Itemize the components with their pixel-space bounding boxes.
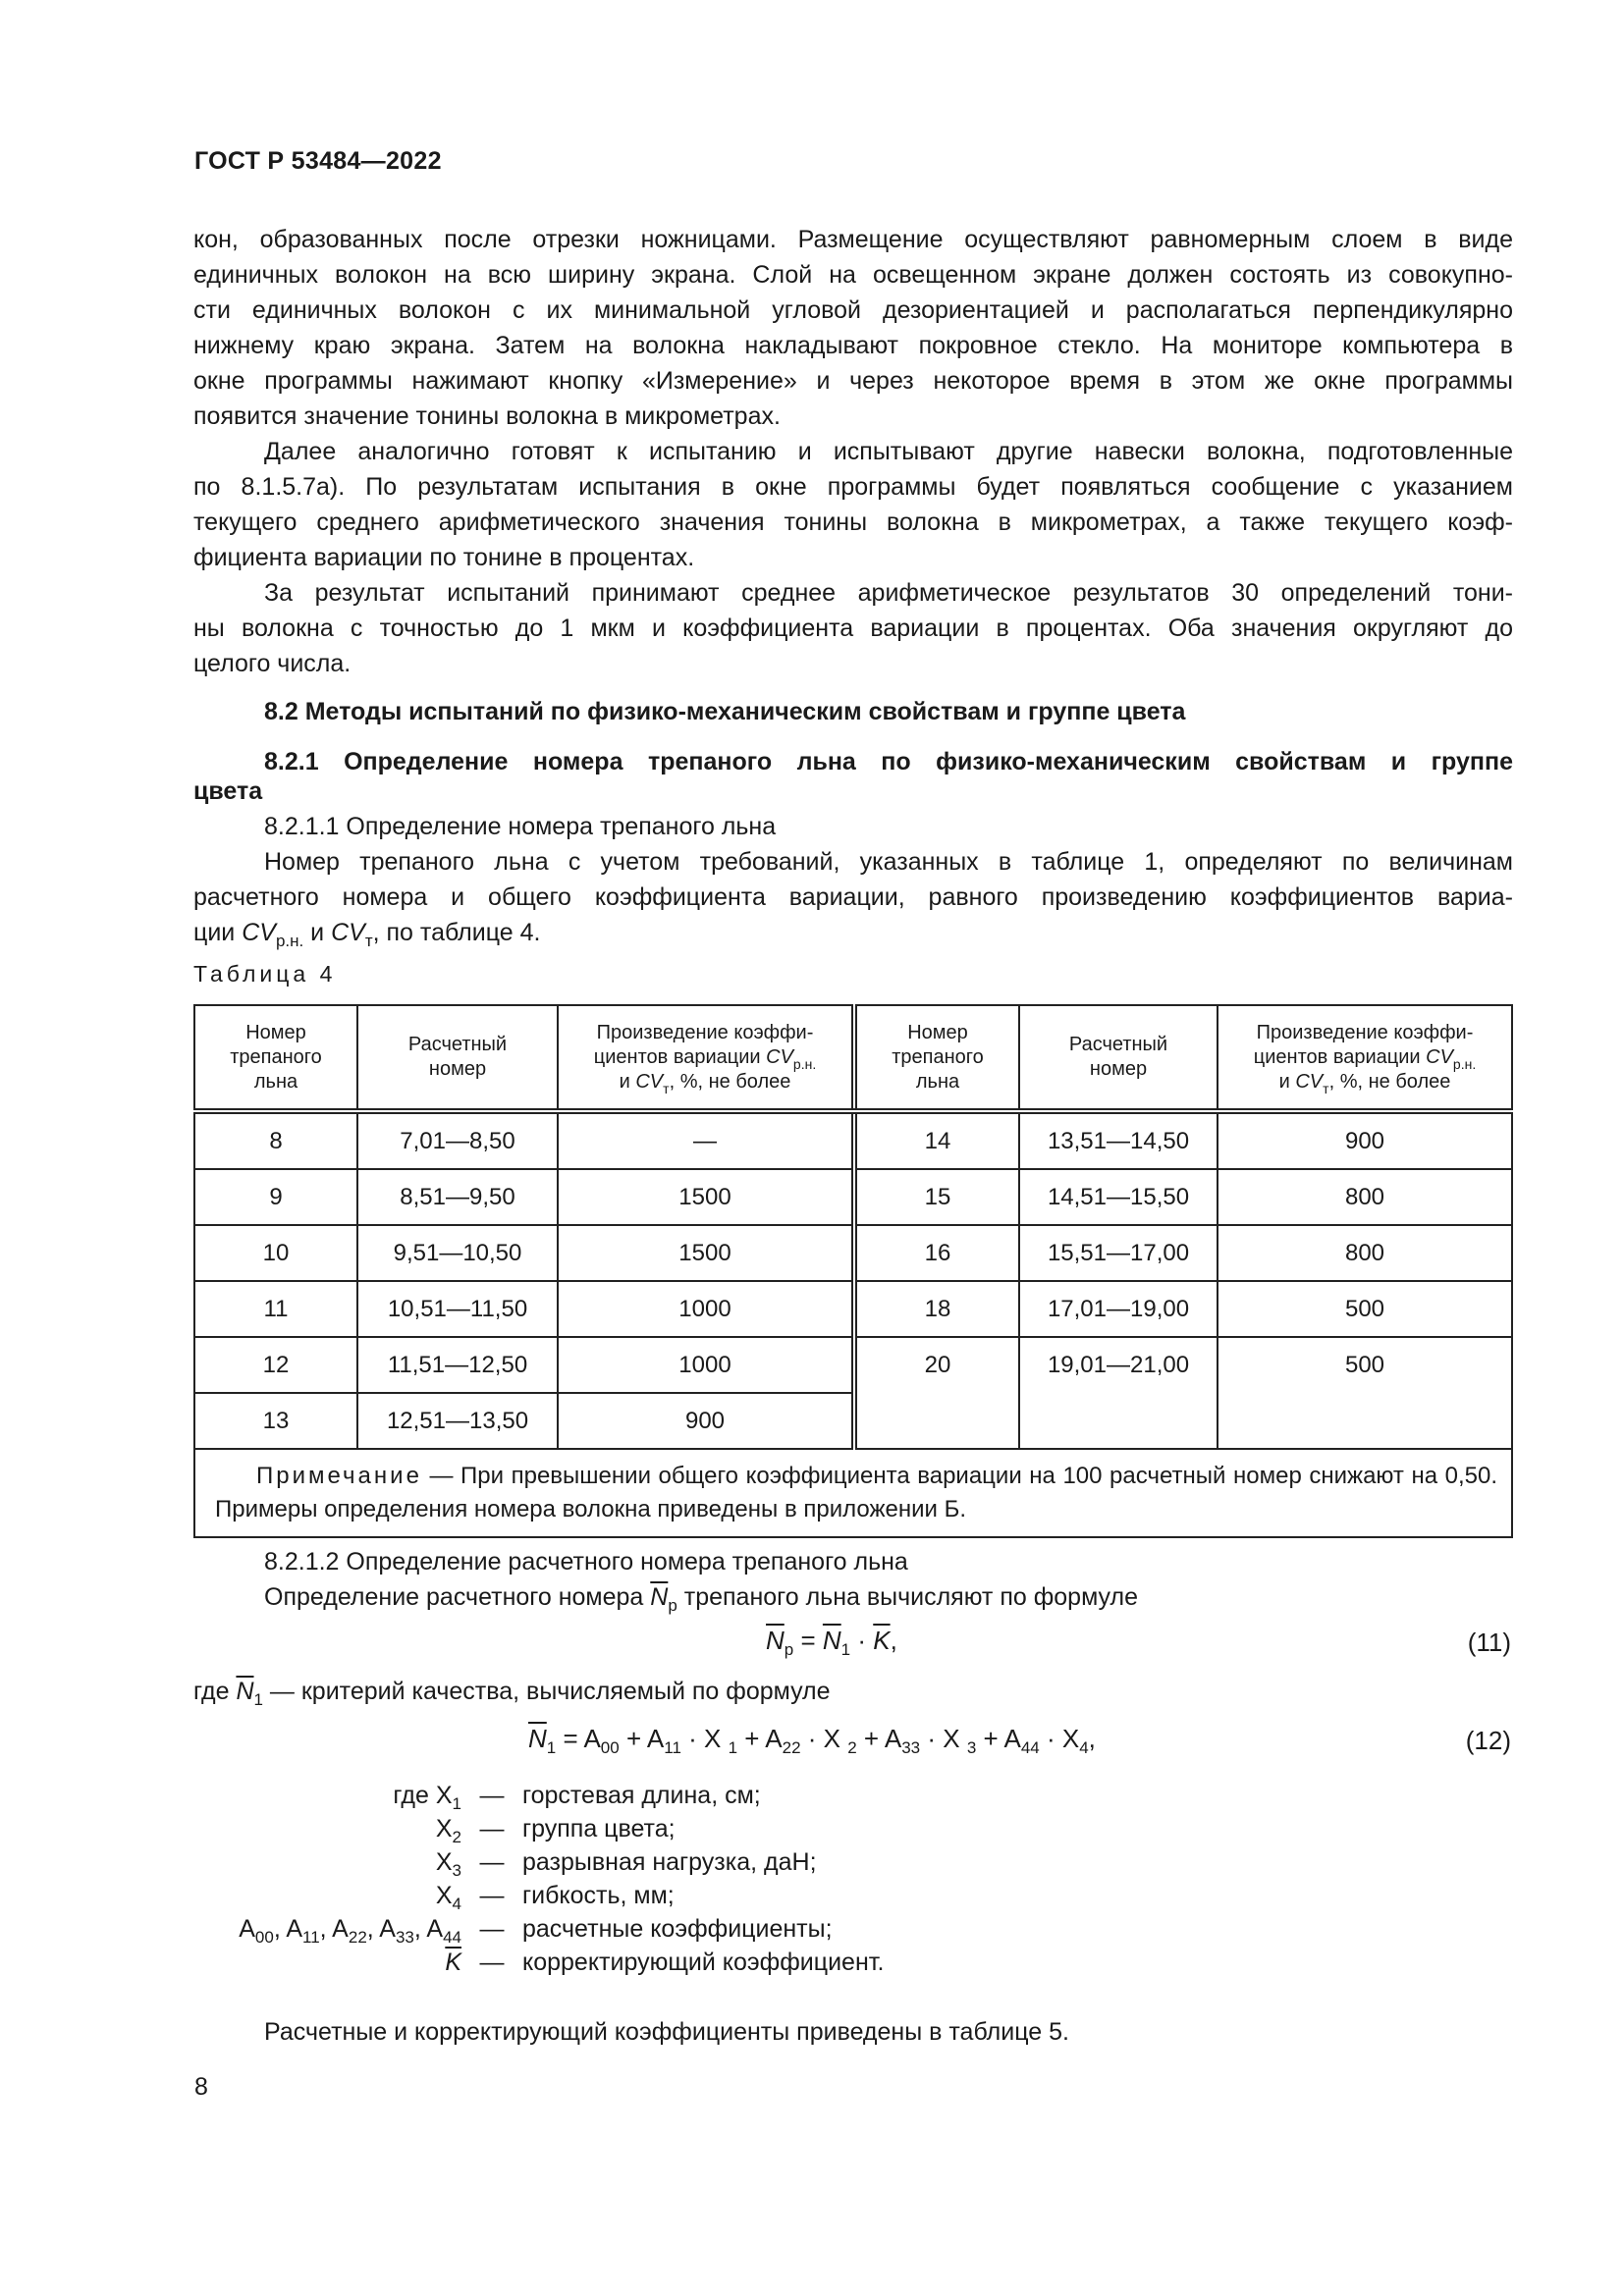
definition-row-k: $\overline{K}$ — корректирующий коэффициент. xyxy=(445,1949,885,1976)
formula-11: $\overline{N}_р = \overline{N}_1 \cdot \overline{K}$, xyxy=(766,1626,897,1659)
table-row: 11 10,51—11,50 1000 18 17,01—19,00 500 xyxy=(194,1281,1512,1337)
definition-row-coeffs: $A_{00}$, $A_{11}$, $A_{22}$, $A_{33}$, $A_{44}$ — расчетные коэффициенты; xyxy=(239,1915,833,1947)
paragraph-4-last-line: ции $CV_{р.н.}$ и $CV_т$, по таблице 4. xyxy=(193,919,541,950)
definition-row: $X_4$ — гибкость, мм; xyxy=(435,1882,675,1913)
definition-row: $X_2$ — группа цвета; xyxy=(435,1815,676,1846)
definition-row: где $X_1$ — горстевая длина, см; xyxy=(393,1782,761,1813)
section-8-2-heading: 8.2 Методы испытаний по физико-механическим свойствам и группе цвета xyxy=(264,698,1186,725)
table-row: 9 8,51—9,50 1500 15 14,51—15,50 800 xyxy=(194,1169,1512,1225)
paragraph-5: Определение расчетного номера $\overline{N}_р$ трепаного льна вычисляют по формуле xyxy=(264,1583,1138,1615)
table-row: 12 11,51—12,50 1000 20 19,01—21,00 500 xyxy=(194,1337,1512,1393)
table-row: 13 12,51—13,50 900 xyxy=(194,1393,1512,1449)
table-caption: Таблица 4 xyxy=(193,961,337,987)
section-8-2-1-2-heading: 8.2.1.2 Определение расчетного номера трепаного льна xyxy=(264,1548,908,1575)
paragraph-3: За результат испытаний принимают среднее арифметическое результатов 30 определений тони- ны волокна с точностью до 1 мкм и коэффициента вариации в процентах. Оба значения округляют до целого числа. xyxy=(193,579,1513,677)
final-paragraph: Расчетные и корректирующий коэффициенты приведены в таблице 5. xyxy=(264,2018,1069,2046)
variable-definitions xyxy=(0,1779,884,1979)
header-product: Произведение коэффи- циентов вариации $CV_{р.н.}$ и $CV_т$, %, не более xyxy=(558,1005,854,1111)
formula-11-number: (11) xyxy=(1467,1628,1511,1657)
section-8-2-1-heading: 8.2.1 Определение номера трепаного льна по физико-механическим свойствам и группе цвета xyxy=(193,748,1513,805)
table-row: 10 9,51—10,50 1500 16 15,51—17,00 800 xyxy=(194,1225,1512,1281)
table-4 xyxy=(193,1004,1513,1538)
paragraph-4: Номер трепаного льна с учетом требований, указанных в таблице 1, определяют по величинам расчетного номера и общего коэффициента вариации, равного произведению коэффициентов вариа- ции $CV_{р.н.}$ и $CV_т$, по таблице 4. xyxy=(193,848,1513,950)
table-note: Примечание — При превышении общего коэффициента вариации на 100 расчетный номер снижают на 0,50. Примеры определения номера волокна приведены в приложении Б. xyxy=(194,1449,1512,1537)
header-product-2: Произведение коэффи- циентов вариации $CV_{р.н.}$ и $CV_т$, %, не более xyxy=(1218,1005,1512,1111)
table-header-row xyxy=(194,1005,1512,1111)
paragraph-2: Далее аналогично готовят к испытанию и испытывают другие навески волокна, подготовленные по 8.1.5.7а). По результатам испытания в окне программы будет появляться сообщение с указанием текущего среднего арифметического значения тонины волокна в микрометрах, а также текущего коэф- фициента вариации по тонине в процентах. xyxy=(193,438,1513,571)
section-8-2-1-1-heading: 8.2.1.1 Определение номера трепаного льна xyxy=(264,813,777,840)
header-calc-2: Расчетный номер xyxy=(1019,1005,1218,1111)
where-n1: где $\overline{N}_1$ — критерий качества, вычисляемый по формуле xyxy=(193,1678,831,1709)
header-number: Номер трепаного льна xyxy=(194,1005,357,1111)
header-number-2: Номер трепаного льна xyxy=(854,1005,1019,1111)
table-note-row xyxy=(194,1449,1512,1537)
document-standard-header: ГОСТ Р 53484—2022 xyxy=(194,147,442,175)
page-number: 8 xyxy=(194,2073,208,2101)
definition-row: $X_3$ — разрывная нагрузка, даН; xyxy=(435,1848,817,1880)
formula-12: $\overline{N}_1 = A_{00} + A_{11} \cdot X$ $_1 + A_{22} \cdot X$ $_2 + A_{33} \cdot X$ $_3 + A_{44} \cdot X_4$, xyxy=(528,1724,1096,1757)
table-row: 8 7,01—8,50 — 14 13,51—14,50 900 xyxy=(194,1111,1512,1169)
formula-12-number: (12) xyxy=(1465,1726,1511,1755)
header-calc: Расчетный номер xyxy=(357,1005,558,1111)
paragraph-1: кон, образованных после отрезки ножницами. Размещение осуществляют равномерным слоем в виде единичных волокон на всю ширину экрана. Слой на освещенном экране должен состоять из совокупно- сти единичных волокон с их минимальной угловой дезориентацией и располагаться перпендикулярно нижнему краю экрана. Затем на волокна накладывают покровное стекло. На мониторе компьютера в окне программы нажимают кнопку «Измерение» и через некоторое время в этом же окне программы появится значение тонины волокна в микрометрах. xyxy=(193,226,1513,430)
